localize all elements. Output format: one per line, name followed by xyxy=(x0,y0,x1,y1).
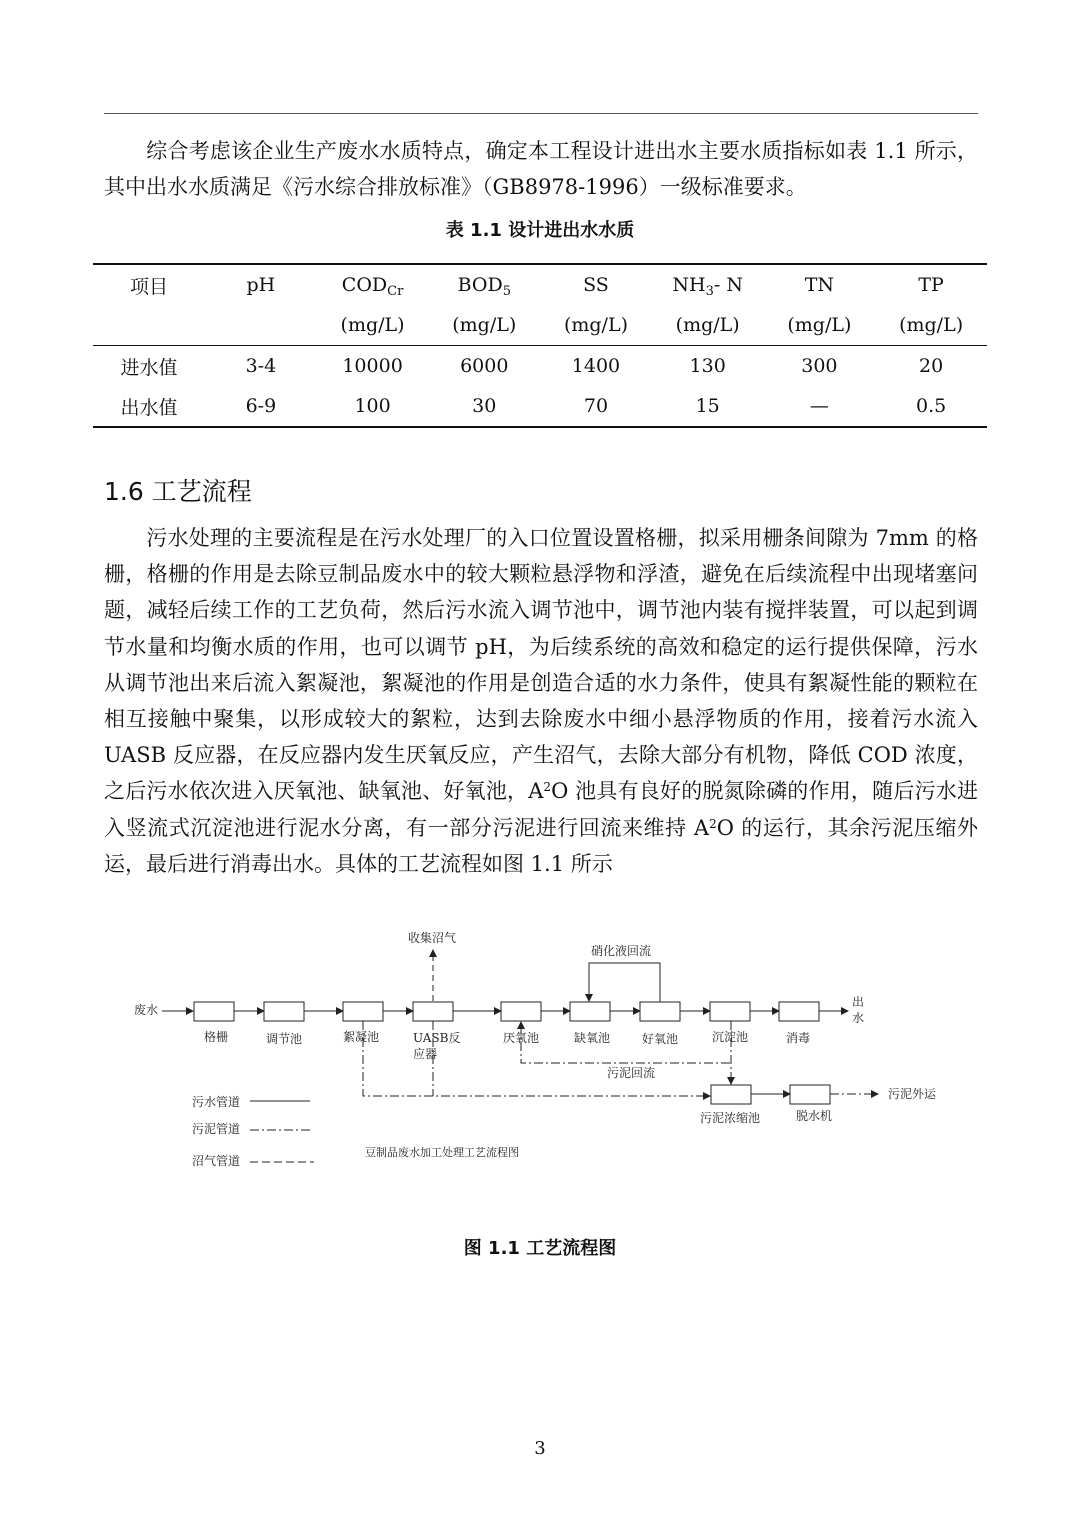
section-title: 1.6 工艺流程 xyxy=(104,477,252,506)
header-ss: SS xyxy=(540,264,652,305)
unit-nh3n: (mg/L) xyxy=(675,314,740,336)
table-cell: 6-9 xyxy=(205,386,317,427)
unit-ss: (mg/L) xyxy=(563,314,628,336)
nitrate-return-label: 硝化液回流 xyxy=(591,944,652,958)
header-tn: TN xyxy=(764,264,876,305)
sedimentation-label: 沉淀池 xyxy=(712,1030,749,1044)
table-cell: 10000 xyxy=(317,346,429,387)
anoxic-label: 缺氧池 xyxy=(574,1031,611,1045)
sludge-out-label: 污泥外运 xyxy=(888,1087,937,1101)
header-nh3n: $NH_3-$ N xyxy=(652,264,764,305)
unit-bod: (mg/L) xyxy=(452,314,517,336)
legend-biogas-label: 沼气管道 xyxy=(192,1154,241,1168)
anoxic-box xyxy=(570,1002,610,1021)
disinfection-box xyxy=(779,1002,819,1021)
legend-sewage-label: 污水管道 xyxy=(192,1095,241,1109)
table-header-row xyxy=(93,264,987,305)
table-cell: 20 xyxy=(875,346,987,387)
inlet-label: 废水 xyxy=(134,1003,159,1017)
table-cell: 130 xyxy=(652,346,764,387)
dewatering-box xyxy=(790,1085,830,1104)
biogas-label: 收集沼气 xyxy=(408,931,457,945)
unit-tp: (mg/L) xyxy=(899,314,964,336)
water-quality-table xyxy=(93,263,987,428)
equalization-box xyxy=(264,1002,304,1021)
header-cod: $COD_{Cr}$ xyxy=(317,264,429,305)
unit-boxes xyxy=(194,1002,830,1104)
table-cell: — xyxy=(764,386,876,427)
screen-label: 格栅 xyxy=(204,1030,229,1044)
header-tp: TP xyxy=(875,264,987,305)
unit-tn: (mg/L) xyxy=(787,314,852,336)
header-bod: $BOD_5$ xyxy=(428,264,540,305)
table-cell: 出水值 xyxy=(93,386,205,427)
table-cell: 1400 xyxy=(540,346,652,387)
anaerobic-label: 厌氧池 xyxy=(503,1031,540,1045)
table-cell: 300 xyxy=(764,346,876,387)
header-item: 项目 xyxy=(93,264,205,305)
sludge-return-label: 污泥回流 xyxy=(607,1066,656,1080)
table-cell: 30 xyxy=(428,386,540,427)
process-flow-diagram xyxy=(0,900,1080,1190)
header-rule xyxy=(104,113,978,114)
outlet-label-1: 出 xyxy=(852,995,865,1009)
flocculation-label: 絮凝池 xyxy=(343,1030,380,1044)
flocculation-box xyxy=(343,1002,383,1021)
uasb-label-1: UASB反 xyxy=(413,1031,461,1045)
table-caption: 表 1.1 设计进出水水质 xyxy=(445,220,635,241)
table-cell: 0.5 xyxy=(875,386,987,427)
outlet-label-2: 水 xyxy=(852,1011,865,1025)
intro-paragraph xyxy=(104,133,978,205)
diagram-inner-title: 豆制品废水加工处理工艺流程图 xyxy=(365,1146,519,1159)
screen-box xyxy=(194,1002,234,1021)
disinfection-label: 消毒 xyxy=(786,1031,811,1045)
table-row xyxy=(93,386,987,427)
anaerobic-box xyxy=(501,1002,541,1021)
table-row xyxy=(93,346,987,387)
sewage-pipes xyxy=(162,963,848,1094)
intro-text: 综合考虑该企业生产废水水质特点，确定本工程设计进出水主要水质指标如表 1.1 所示，其中出水水质满足《污水综合排放标准》（GB8978-1996）一级标准要求。 xyxy=(104,139,978,200)
aerobic-label: 好氧池 xyxy=(642,1032,679,1046)
dewatering-label: 脱水机 xyxy=(796,1109,833,1123)
figure-caption: 图 1.1 工艺流程图 xyxy=(463,1238,617,1259)
table-cell: 70 xyxy=(540,386,652,427)
thickener-box xyxy=(711,1085,751,1104)
unit-cod: (mg/L) xyxy=(340,314,405,336)
table-cell: 100 xyxy=(317,386,429,427)
page-number: 3 xyxy=(534,1438,546,1459)
uasb-box xyxy=(413,1002,453,1021)
table-cell: 15 xyxy=(652,386,764,427)
thickener-label: 污泥浓缩池 xyxy=(700,1111,761,1125)
aerobic-box xyxy=(640,1002,680,1021)
process-paragraph: 污水处理的主要流程是在污水处理厂的入口位置设置格栅，拟采用栅条间隙为 7mm 的格栅，格栅的作用是去除豆制品废水中的较大颗粒悬浮物和浮渣，避免在后续流程中出现堵塞问题，减轻后续工作的工艺负荷，然后污水流入调节池中，调节池内装有搅拌装置，可以起到调节水量和均衡水质的作用，也可以调节 pH，为后续系统的高效和稳定的运行提供保障，污水从调节池出来后流入絮凝池，絮凝池的作用是创造合适的水力条件，使具有絮凝性能的颗粒在相互接触中聚集，以形成较大的絮粒，达到去除废水中细小悬浮物质的作用，接着污水流入 UASB 反应器，在反应器内发生厌氧反应，产生沼气，去除大部分有机物，降低 COD 浓度，之后污水依次进入厌氧池、缺氧池、好氧池，$A^2O$ 池具有良好的脱氮除磷的作用，随后污水进入竖流式沉淀池进行泥水分离，有一部分污泥进行回流来维持 $A^2O$ 的运行，其余污泥压缩外运，最后进行消毒出水。具体的工艺流程如图 1.1 所示 xyxy=(104,526,979,876)
table-unit-row xyxy=(93,305,987,346)
legend-sludge-label: 污泥管道 xyxy=(192,1122,241,1136)
table-cell: 进水值 xyxy=(93,346,205,387)
equalization-label: 调节池 xyxy=(266,1032,303,1046)
sedimentation-box xyxy=(710,1002,750,1021)
table-cell: 6000 xyxy=(428,346,540,387)
uasb-label-2: 应器 xyxy=(413,1047,438,1061)
header-ph: pH xyxy=(205,264,317,305)
table-cell: 3-4 xyxy=(205,346,317,387)
